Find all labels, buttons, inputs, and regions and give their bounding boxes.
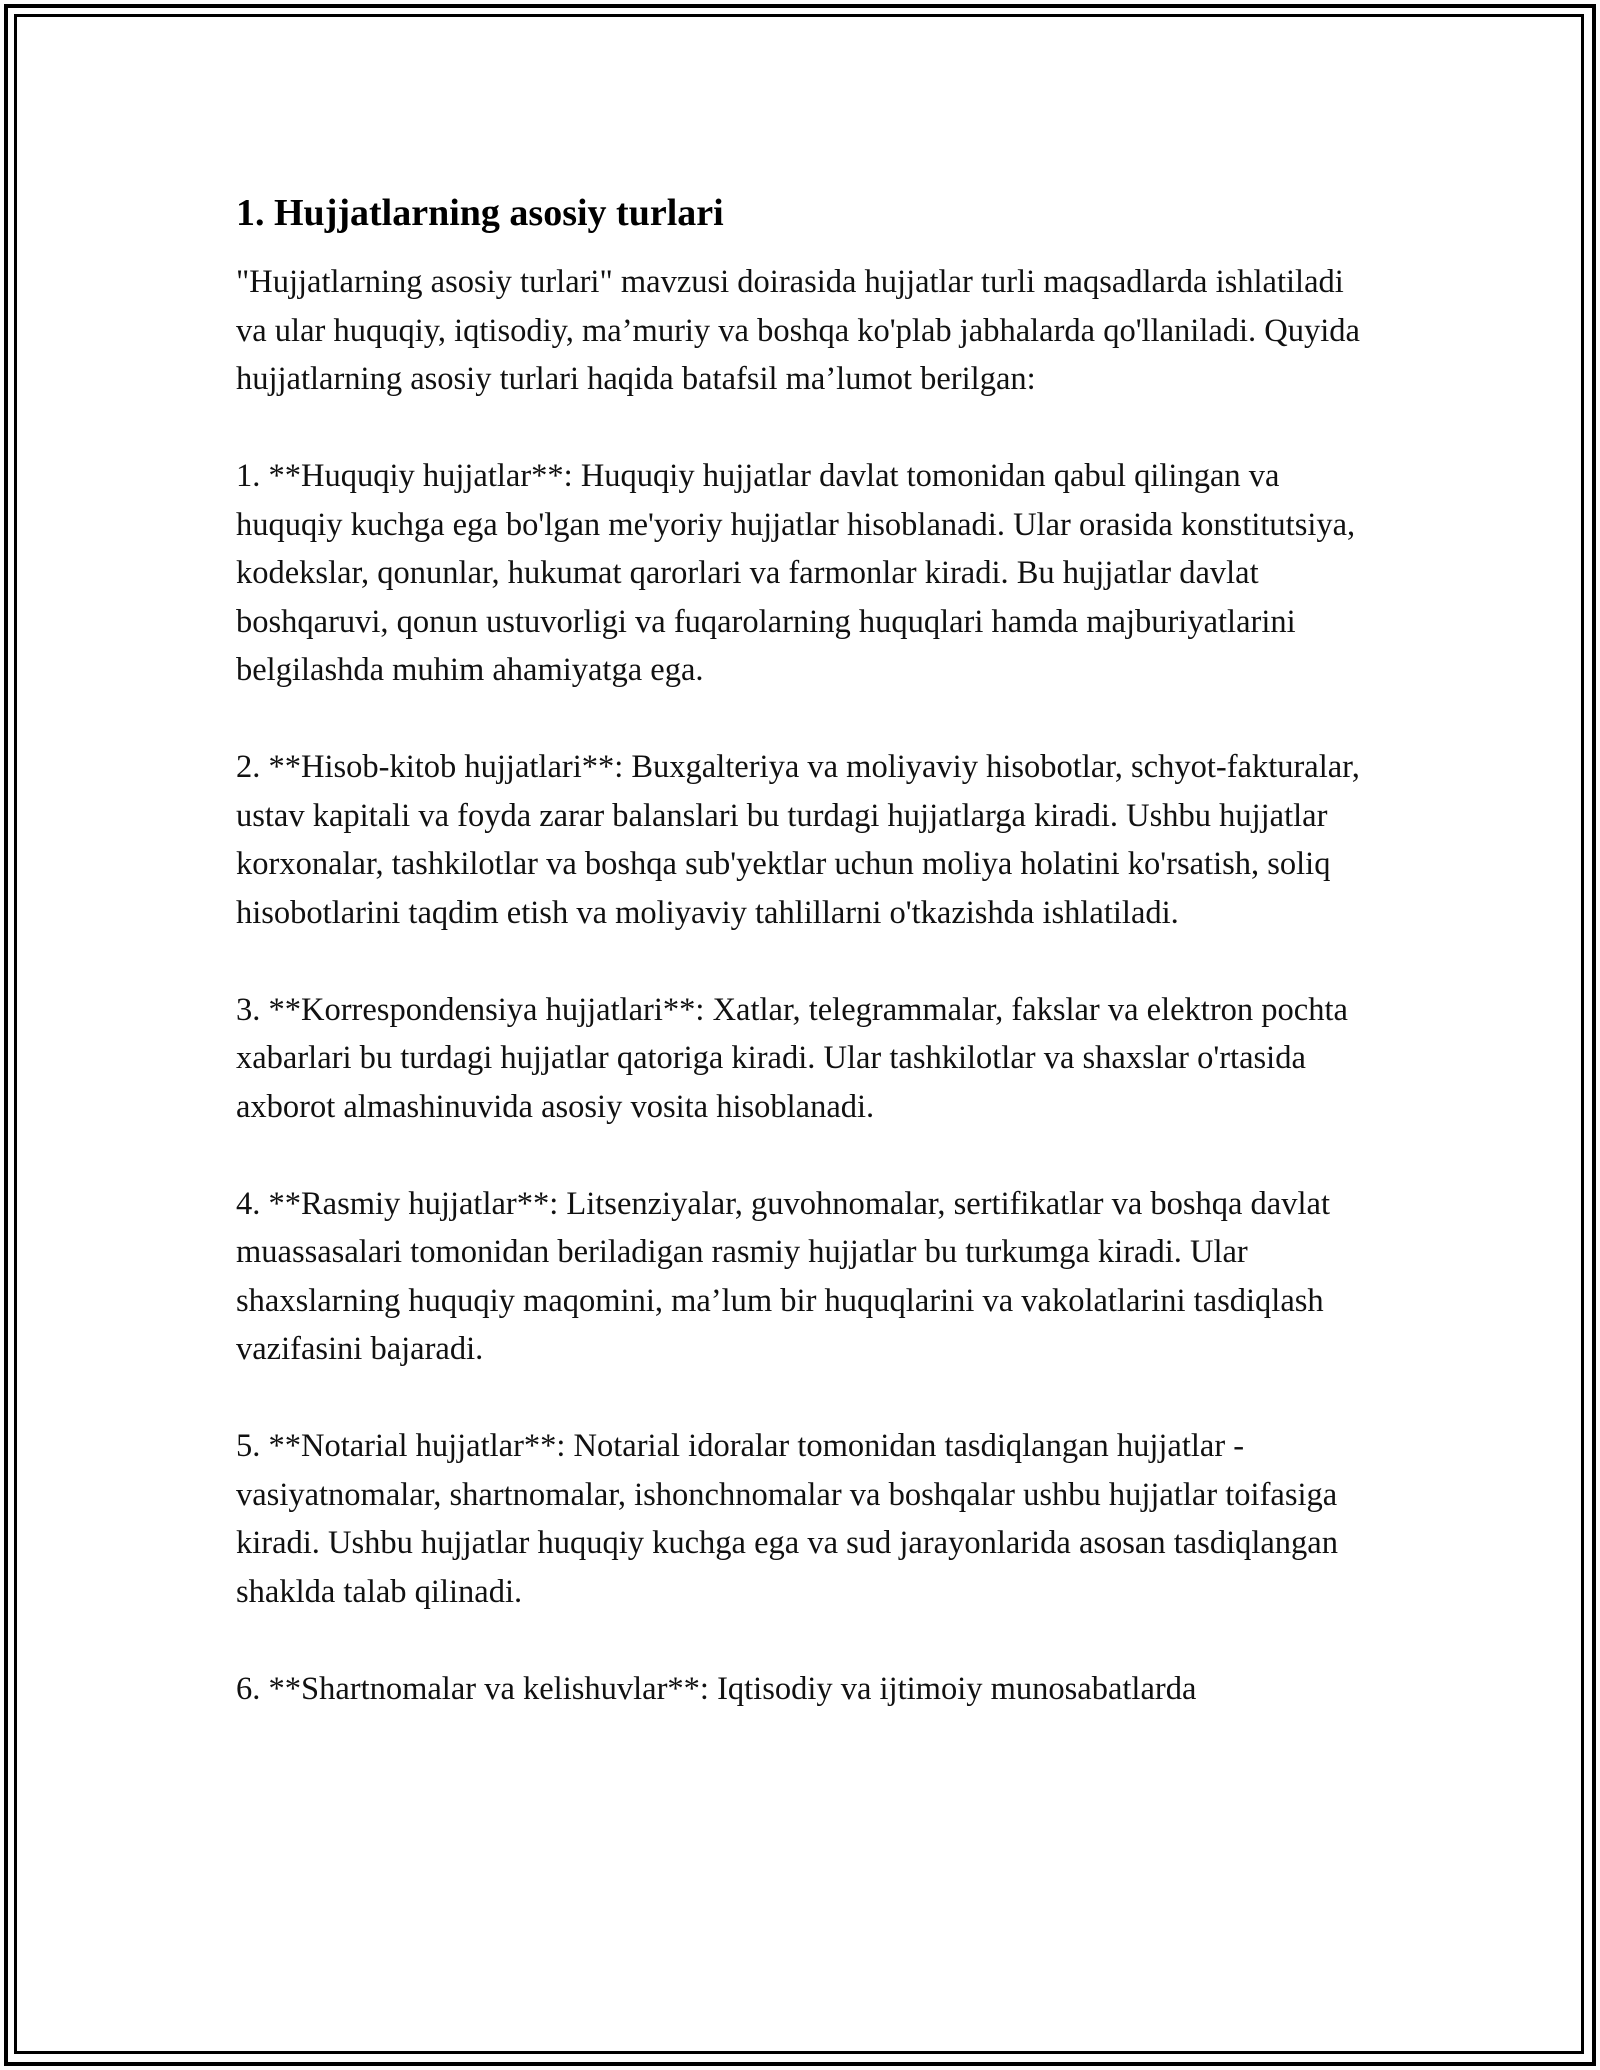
- list-item-notarial-documents: 5. **Notarial hujjatlar**: Notarial idoralar tomonidan tasdiqlangan hujjatlar - vasiyatnomalar, shartnomalar, ishonchnomalar va boshqalar ushbu hujjatlar toifasiga kiradi. Ushbu hujjatlar huquqiy kuchga ega va sud jarayonlarida asosan tasdiqlangan shaklda talab qilinadi.: [236, 1428, 1338, 1610]
- list-item-accounting-documents: 2. **Hisob-kitob hujjatlari**: Buxgalteriya va moliyaviy hisobotlar, schyot-fakturalar, ustav kapitali va foyda zarar balanslari bu turdagi hujjatlarga kiradi. Ushbu hujjatlar korxonalar, tashkilotlar va boshqa sub'yektlar uchun moliya holatini ko'rsatish, soliq hisobotlarini taqdim etish va moliyaviy tahlillarni o'tkazishda ishlatiladi.: [236, 749, 1360, 931]
- list-item-correspondence-documents: 3. **Korrespondensiya hujjatlari**: Xatlar, telegrammalar, fakslar va elektron pochta xabarlari bu turdagi hujjatlar qatoriga kiradi. Ular tashkilotlar va shaxslar o'rtasida axborot almashinuvida asosiy vosita hisoblanadi.: [236, 991, 1348, 1125]
- intro-paragraph: "Hujjatlarning asosiy turlari" mavzusi doirasida hujjatlar turli maqsadlarda ishlatiladi va ular huquqiy, iqtisodiy, ma’muriy va boshqa ko'plab jabhalarda qo'llaniladi. Quyida hujjatlarning asosiy turlari haqida batafsil ma’lumot berilgan:: [236, 264, 1360, 397]
- list-item-official-documents: 4. **Rasmiy hujjatlar**: Litsenziyalar, guvohnomalar, sertifikatlar va boshqa davlat muassasalari tomonidan beriladigan rasmiy hujjatlar bu turkumga kiradi. Ular shaxslarning huquqiy maqomini, ma’lum bir huquqlarini va vakolatlarini tasdiqlash vazifasini bajaradi.: [236, 1185, 1330, 1367]
- list-item-legal-documents: 1. **Huquqiy hujjatlar**: Huquqiy hujjatlar davlat tomonidan qabul qilingan va huquqiy kuchga ega bo'lgan me'yoriy hujjatlar hisoblanadi. Ular orasida konstitutsiya, kodekslar, qonunlar, hukumat qarorlari va farmonlar kiradi. Bu hujjatlar davlat boshqaruvi, qonun ustuvorligi va fuqarolarning huquqlari hamda majburiyatlarini belgilashda muhim ahamiyatga ega.: [236, 458, 1356, 688]
- list-item-contracts-agreements: 6. **Shartnomalar va kelishuvlar**: Iqtisodiy va ijtimoiy munosabatlarda: [236, 1670, 1197, 1707]
- section-heading: 1. Hujjatlarning asosiy turlari: [236, 192, 724, 234]
- document-body: [236, 188, 1370, 1713]
